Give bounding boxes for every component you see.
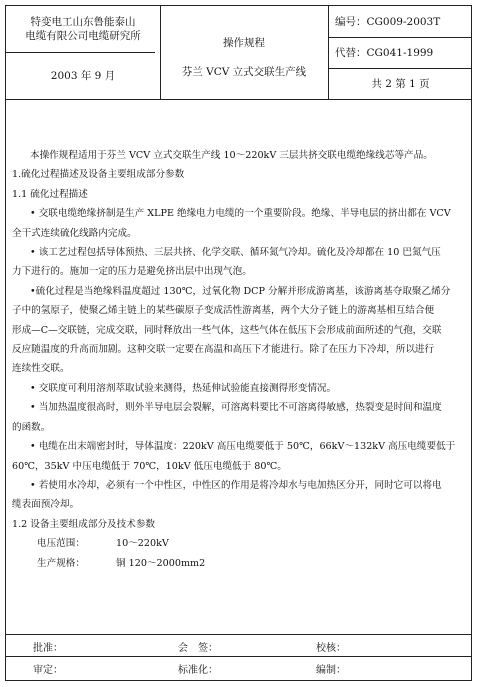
paragraph-line: 连续性交联。 xyxy=(12,363,70,375)
paragraph-line: 缆表面预冷却。 xyxy=(12,499,80,511)
paragraph-line: • 电缆在出末端密封时，导体温度：220kV 高压电缆要低于 50℃，66kV～132kV 高压电缆要低于 xyxy=(30,441,456,453)
header-left-rule xyxy=(6,52,155,53)
paragraph-line: • 该工艺过程包括导体预热、三层共挤、化学交联、循环氮气冷却。硫化及冷却都在 10 巴氮气压 xyxy=(30,247,441,259)
standardize-label: 标准化： xyxy=(178,665,218,676)
doc-title: 芬兰 VCV 立式交联生产线 xyxy=(181,66,307,78)
header-bottom-rule xyxy=(6,99,471,100)
page-count: 共 2 第 1 页 xyxy=(371,78,430,90)
proofread-label: 校核： xyxy=(316,643,346,654)
section-heading-1-2: 1.2 设备主要组成部分及技术参数 xyxy=(12,518,156,530)
production-spec-label: 生产规格： xyxy=(37,557,85,569)
approve-label: 批准： xyxy=(33,643,63,654)
review-label: 审定： xyxy=(33,665,63,676)
doc-type: 操作规程 xyxy=(223,37,265,49)
issue-date: 2003 年 9 月 xyxy=(50,70,116,82)
paragraph-line: • 交联电缆绝缘挤制是生产 XLPE 绝缘电力电缆的一个重要阶段。绝缘、半导电层的挤出都在 VCV xyxy=(30,208,451,220)
voltage-range-value: 10～220kV xyxy=(116,538,169,550)
paragraph-line: 反应随温度的升高而加剧。这种交联一定要在高温和高压下才能进行。除了在压力下冷却，所以进行 xyxy=(12,344,435,356)
paragraph-line: •硫化过程是当绝缘料温度超过 130℃，过氧化物 DCP 分解并形成游离基，该游离基夺取聚乙烯分 xyxy=(30,285,451,297)
intro-paragraph: 本操作规程适用于芬兰 VCV 立式交联生产线 10～220kV 三层共挤交联电缆绝缘线芯等产品。 xyxy=(30,150,433,161)
production-spec-value: 铜 120～2000mm2 xyxy=(116,557,206,569)
paragraph-line: • 当加热温度很高时，则外半导电层会裂解，可溶离料要比不可溶离得敏感，热裂变是时间和温度 xyxy=(30,402,442,414)
header-divider-left xyxy=(160,6,161,99)
company-name: 特变电工山东鲁能泰山 电缆有限公司电缆研究所 xyxy=(25,16,141,42)
voltage-range-label: 电压范围： xyxy=(37,538,85,550)
document-body xyxy=(12,146,465,573)
paragraph-line: • 交联度可利用溶剂萃取试验来测得，热延伸试验能直接测得形变情况。 xyxy=(30,382,337,394)
paragraph-line: 形成—C—交联链，完成交联，同时释放出一些气体，这些气体在低压下会形成前面所述的气孢，交联 xyxy=(12,324,442,336)
document-frame xyxy=(5,5,472,681)
paragraph-line: 子中的氢原子，使聚乙烯主链上的某些碳原子变成活性游离基，两个大分子链上的游离基相互结合便 xyxy=(12,305,435,317)
footer-middle-rule xyxy=(6,656,471,657)
section-heading-1-1: 1.1 硫化过程描述 xyxy=(12,188,88,200)
countersign-label: 会 签： xyxy=(178,643,218,654)
paragraph-line: 60℃，35kV 中压电缆低于 70℃，10kV 低压电缆低于 80℃。 xyxy=(12,460,287,472)
compile-label: 编制： xyxy=(316,665,346,676)
doc-code: 编号：CG009-2003T xyxy=(335,16,441,28)
paragraph-line: • 若使用水冷却，必须有一个中性区，中性区的作用是将冷却水与电加热区分开，同时它可以将电 xyxy=(30,479,442,491)
voltage-range-row xyxy=(12,534,465,553)
footer-top-rule xyxy=(6,634,471,635)
paragraph-line: 力下进行的。施加一定的压力是避免挤出层中出现气泡。 xyxy=(12,266,252,278)
production-spec-row xyxy=(12,554,465,573)
header-right-rule-2 xyxy=(328,68,471,69)
paragraph-line: 全干式连续硫化线路内完成。 xyxy=(12,227,137,239)
paragraph-line: 的函数。 xyxy=(12,421,51,433)
section-heading-1: 1.硫化过程描述及设备主要组成部分参数 xyxy=(12,169,185,181)
doc-replaces: 代替：CG041-1999 xyxy=(335,47,434,59)
header-right-rule-1 xyxy=(328,37,471,38)
